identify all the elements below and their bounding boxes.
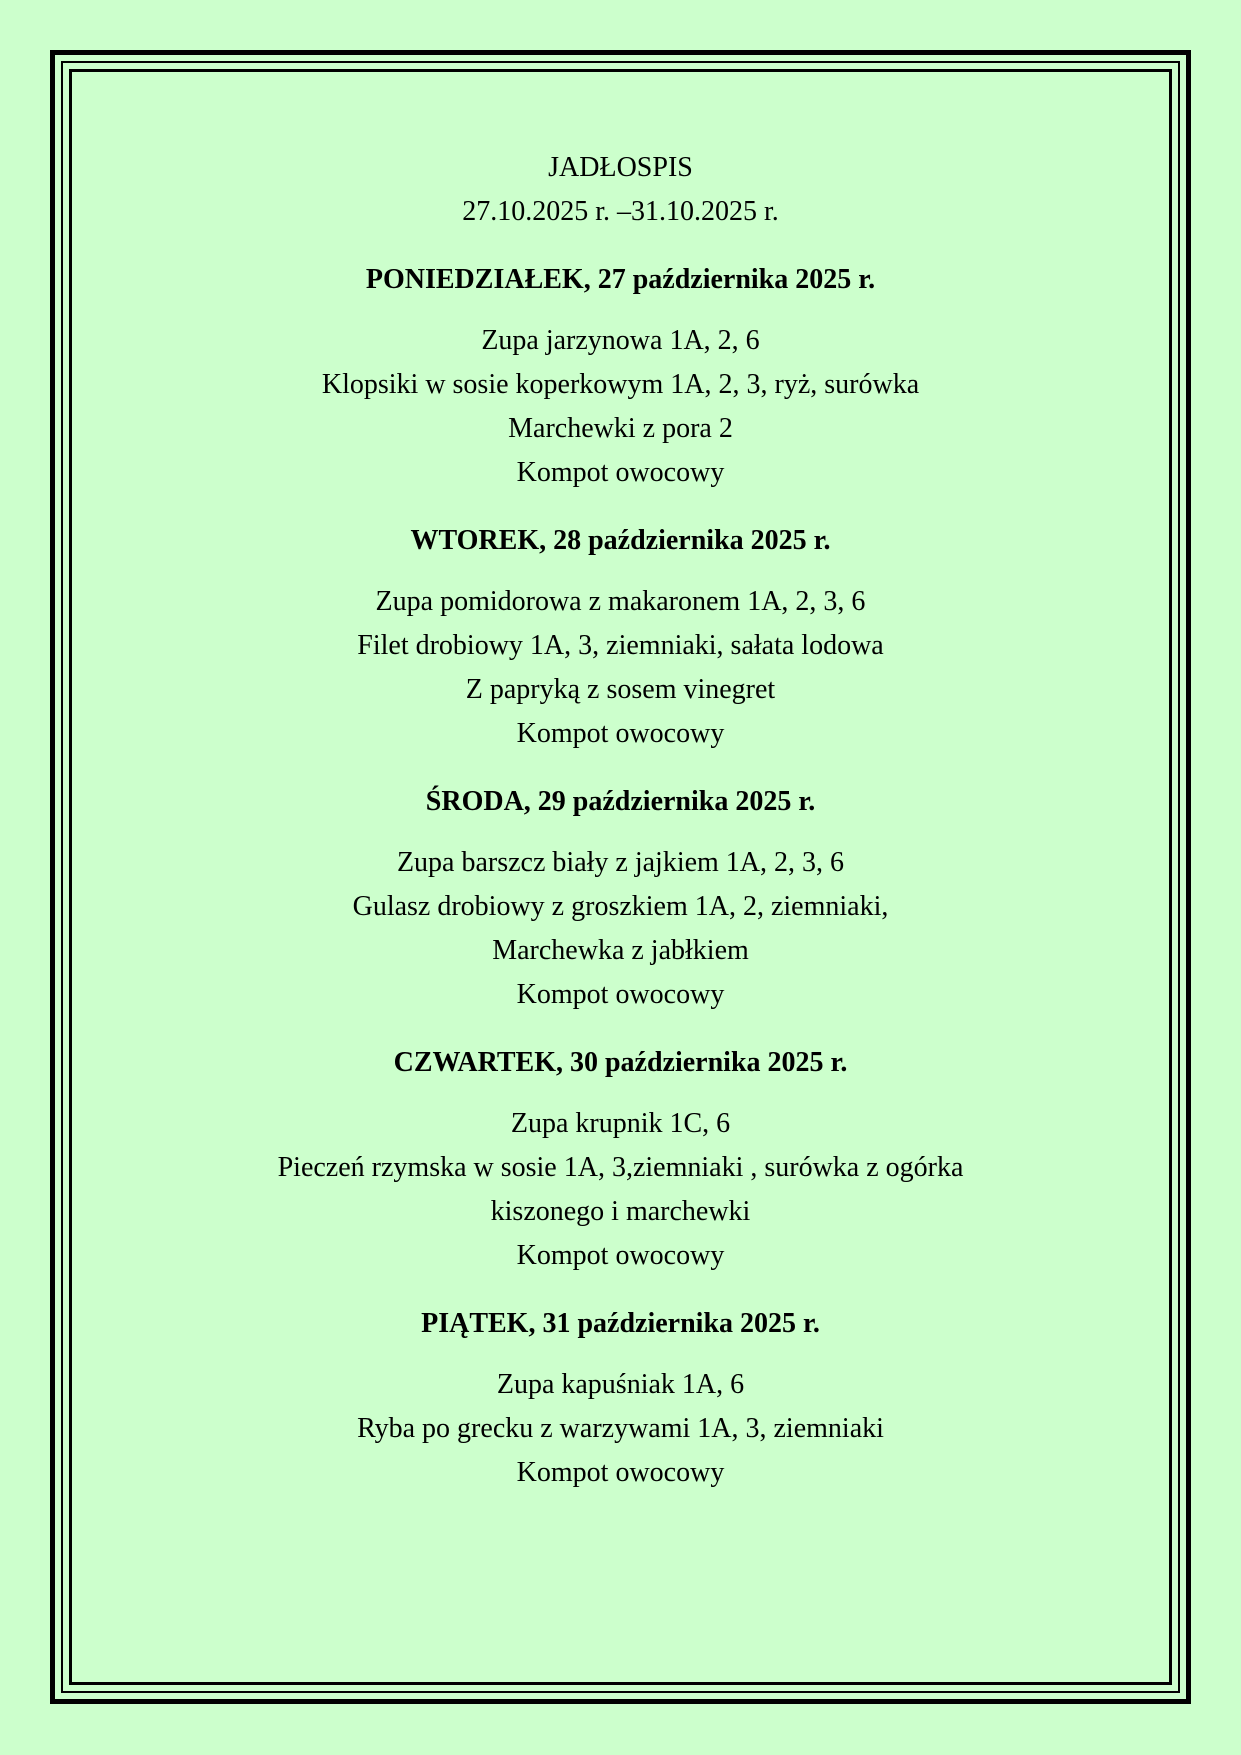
meal-item: Pieczeń rzymska w sosie 1A, 3,ziemniaki , surówka z ogórka [277,1152,964,1183]
meal-item: Marchewki z pora 2 [508,413,733,444]
day-section-monday [0,258,1241,495]
meal-item: Ryba po grecku z warzywami 1A, 3, ziemniaki [357,1413,884,1444]
menu-title: JADŁOSPIS [548,152,693,183]
meal-item: Zupa jarzynowa 1A, 2, 6 [481,325,760,356]
meal-item: Z papryką z sosem vinegret [465,674,776,705]
meal-item: Kompot owocowy [516,718,725,749]
day-section-thursday [0,1041,1241,1278]
day-heading: PONIEDZIAŁEK, 27 października 2025 r. [365,264,876,295]
meal-item: Zupa pomidorowa z makaronem 1A, 2, 3, 6 [375,586,866,617]
meal-item: Zupa kapuśniak 1A, 6 [496,1369,745,1400]
meal-item: Kompot owocowy [516,457,725,488]
day-section-friday [0,1302,1241,1495]
meal-item: Gulasz drobiowy z groszkiem 1A, 2, ziemniaki, [352,891,889,922]
menu-date-range: 27.10.2025 r. –31.10.2025 r. [462,196,779,227]
day-heading: WTOREK, 28 października 2025 r. [410,525,831,556]
day-heading: CZWARTEK, 30 października 2025 r. [393,1047,848,1078]
meal-item: Kompot owocowy [516,1240,725,1271]
day-section-tuesday [0,519,1241,756]
meal-item: Zupa barszcz biały z jajkiem 1A, 2, 3, 6 [396,847,845,878]
meal-item: Kompot owocowy [516,979,725,1010]
meal-item: Zupa krupnik 1C, 6 [510,1108,731,1139]
day-heading: ŚRODA, 29 października 2025 r. [425,786,816,817]
meal-item: Filet drobiowy 1A, 3, ziemniaki, sałata lodowa [357,630,884,661]
meal-item: Klopsiki w sosie koperkowym 1A, 2, 3, ryż, surówka [321,369,920,400]
day-section-wednesday [0,780,1241,1017]
meal-item: Kompot owocowy [516,1457,725,1488]
meal-item: kiszonego i marchewki [490,1196,751,1227]
meal-item: Marchewka z jabłkiem [492,935,749,966]
day-heading: PIĄTEK, 31 października 2025 r. [421,1308,820,1339]
menu-content [0,146,1241,1495]
